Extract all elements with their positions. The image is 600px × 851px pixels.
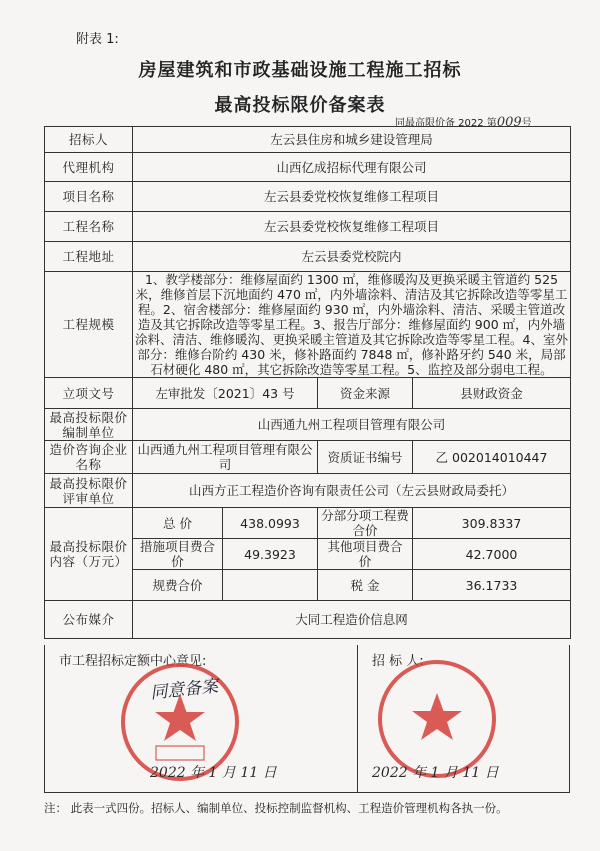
row-approval (45, 378, 571, 409)
label-agency: 代理机构 (45, 153, 133, 182)
value-approval: 左审批发〔2021〕43 号 (133, 378, 318, 409)
record-number-handwritten: 009 (496, 115, 522, 130)
label-address: 工程地址 (45, 242, 133, 272)
row-engineering-name (45, 212, 571, 242)
label-approval: 立项文号 (45, 378, 133, 409)
record-prefix: 同最高限价备 2022 第 (395, 118, 497, 129)
value-other-fee: 42.7000 (413, 539, 571, 570)
center-sign-date: 2022 年 1 月 11 日 (150, 765, 277, 781)
label-project-name: 项目名称 (45, 182, 133, 212)
value-measure-fee: 49.3923 (223, 539, 318, 570)
approval-signature: 同意备案 (149, 676, 220, 704)
seal-inner-band (156, 746, 204, 760)
row-project-name (45, 182, 571, 212)
label-subitem-fee: 分部分项工程费合价 (318, 508, 413, 539)
footnote: 注： 此表一式四份。招标人、编制单位、投标控制监督机构、工程造价管理机构各执一份。 (44, 801, 508, 815)
value-certificate: 乙 002014010447 (413, 441, 571, 474)
label-scale: 工程规模 (45, 272, 133, 378)
label-price-content: 最高投标限价内容（万元） (45, 508, 133, 601)
record-suffix: 号 (521, 118, 532, 129)
row-scale (45, 272, 571, 378)
value-media: 大同工程造价信息网 (133, 601, 571, 639)
label-consulting: 造价咨询企业名称 (45, 441, 133, 474)
row-compiler (45, 409, 571, 441)
tenderer-sign-date: 2022 年 1 月 11 日 (372, 765, 499, 781)
label-certificate: 资质证书编号 (318, 441, 413, 474)
label-measure-fee: 措施项目费合 价 (133, 539, 223, 570)
value-tenderer: 左云县住房和城乡建设管理局 (133, 127, 571, 153)
row-price-total (45, 508, 571, 539)
value-address: 左云县委党校院内 (133, 242, 571, 272)
row-reviewer (45, 474, 571, 508)
label-tax: 税 金 (318, 570, 413, 601)
label-tenderer: 招标人 (45, 127, 133, 153)
filing-table (44, 126, 571, 639)
value-engineering-name: 左云县委党校恢复维修工程项目 (133, 212, 571, 242)
label-other-fee: 其他项目费合 价 (318, 539, 413, 570)
value-reviewer: 山西方正工程造价咨询有限责任公司（左云县财政局委托） (133, 474, 571, 508)
document-title-line2: 最高投标限价备案表 (214, 95, 386, 116)
value-project-name: 左云县委党校恢复维修工程项目 (133, 182, 571, 212)
value-regulatory-fee (223, 570, 318, 601)
attachment-label: 附表 1: (76, 32, 119, 47)
value-tax: 36.1733 (413, 570, 571, 601)
row-agency (45, 153, 571, 182)
star-icon (412, 693, 462, 740)
value-fund-source: 县财政资金 (413, 378, 571, 409)
value-agency: 山西亿成招标代理有限公司 (133, 153, 571, 182)
tenderer-sign-label: 招 标 人: (372, 654, 424, 669)
row-consulting (45, 441, 571, 474)
label-compiler: 最高投标限价编制单位 (45, 409, 133, 441)
label-fund-source: 资金来源 (318, 378, 413, 409)
value-total-price: 438.0993 (223, 508, 318, 539)
row-tenderer (45, 127, 571, 153)
document-title-line1: 房屋建筑和市政基础设施工程施工招标 (138, 60, 462, 81)
value-consulting: 山西通九州工程项目管理有限公司 (133, 441, 318, 474)
approval-divider (357, 645, 358, 793)
label-total-price: 总 价 (133, 508, 223, 539)
label-regulatory-fee: 规费合价 (133, 570, 223, 601)
label-engineering-name: 工程名称 (45, 212, 133, 242)
row-media (45, 601, 571, 639)
value-scale: 1、教学楼部分：维修屋面约 1300 ㎡，维修暖沟及更换采暖主管道约 525 米，维修首层下沉地面约 470 ㎡，内外墙涂料、清洁及其它拆除改造等零星工程。2、宿舍楼部分：维修屋面约 930 ㎡，内外墙涂料、清洁、采暖主管道改造及其它拆除改造等零星工程。3、报告厅部分：维修屋面约 900 ㎡，内外墙涂料、清洁、维修暖沟、更换采暖主管道及其它拆除改造等零星工程。4、室外部分：维修台阶约 430 米，修补路面约 7848 ㎡，修补路牙约 540 米，局部石材硬化 480 ㎡，其它拆除改造等零星工程。5、监控及部分弱电工程。 (133, 272, 571, 378)
label-reviewer: 最高投标限价评审单位 (45, 474, 133, 508)
value-compiler: 山西通九州工程项目管理有限公司 (133, 409, 571, 441)
value-subitem-fee: 309.8337 (413, 508, 571, 539)
row-address (45, 242, 571, 272)
label-media: 公布媒介 (45, 601, 133, 639)
center-opinion-label: 市工程招标定额中心意见: (59, 654, 207, 669)
